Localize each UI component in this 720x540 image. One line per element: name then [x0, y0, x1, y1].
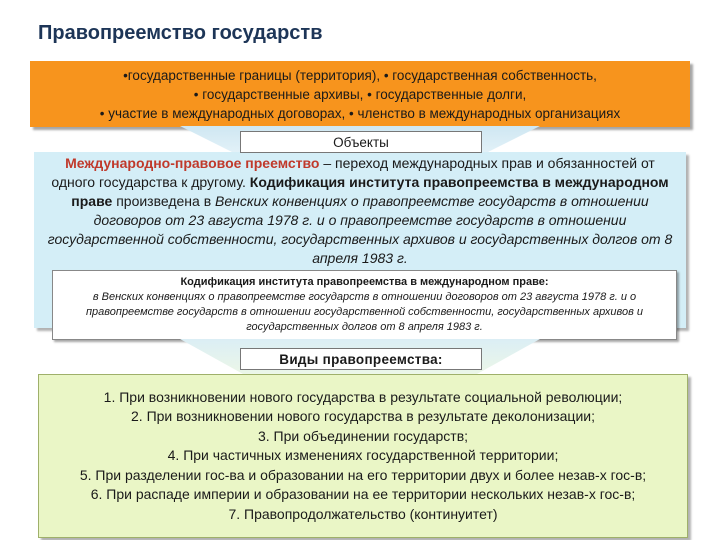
objects-line: • участие в международных договорах, • членство в международных организациях [99, 105, 621, 121]
codification-text: произведена в [112, 193, 216, 209]
definition-text [44, 154, 676, 268]
conventions-text: Венских конвенциях о правопреемстве государств в отношении договоров от 23 августа 1978 г. и о правопреемстве государств в отношении государственной собственности, государственных архивов и государственных долгов от 8 апреля 1983 г. [47, 193, 673, 266]
type-item: 6. При распаде империи и образовании на ее территории нескольких незав-х гос-в; [90, 486, 636, 503]
types-box [38, 374, 688, 538]
type-item: 3. При объединении государств; [257, 427, 469, 444]
types-label: Виды правопреемства: [240, 348, 482, 370]
type-item: 5. При разделении гос-ва и образовании на его территории двух и более незав-х гос-в; [79, 466, 647, 483]
type-item: 7. Правопродолжательство (континуитет) [228, 505, 498, 522]
type-item: 1. При возникновении нового государства в результате социальной революции; [103, 388, 623, 405]
codification-bold: Кодификация института правопреемства в международном праве [71, 174, 669, 209]
page-title: Правопреемство государств [38, 22, 323, 44]
definition-body: – переход международных прав и обязанностей от одного государства к другому. [51, 155, 655, 190]
definition-term: Международно-правовое преемство [65, 155, 320, 171]
type-item: 2. При возникновении нового государства в результате деколонизации; [131, 408, 595, 425]
objects-label: Объекты [240, 131, 482, 153]
codification-box [52, 270, 677, 340]
objects-list-box [30, 61, 690, 127]
objects-line: • государственные архивы, • государственные долги, [193, 86, 527, 102]
type-item: 4. При частичных изменениях государственной территории; [167, 447, 559, 464]
objects-line: •государственные границы (территория), • государственная собственность, [123, 67, 597, 83]
codification-heading: Кодификация института правопреемства в международном праве: [180, 276, 549, 288]
codification-body: в Венских конвенциях о правопреемстве государств в отношении договоров от 23 августа 1978 г. и о правопреемстве государств в отношении государственной собственности, государственных архивов и государственных долгов от 8 апреля 1983 г. [85, 291, 644, 333]
